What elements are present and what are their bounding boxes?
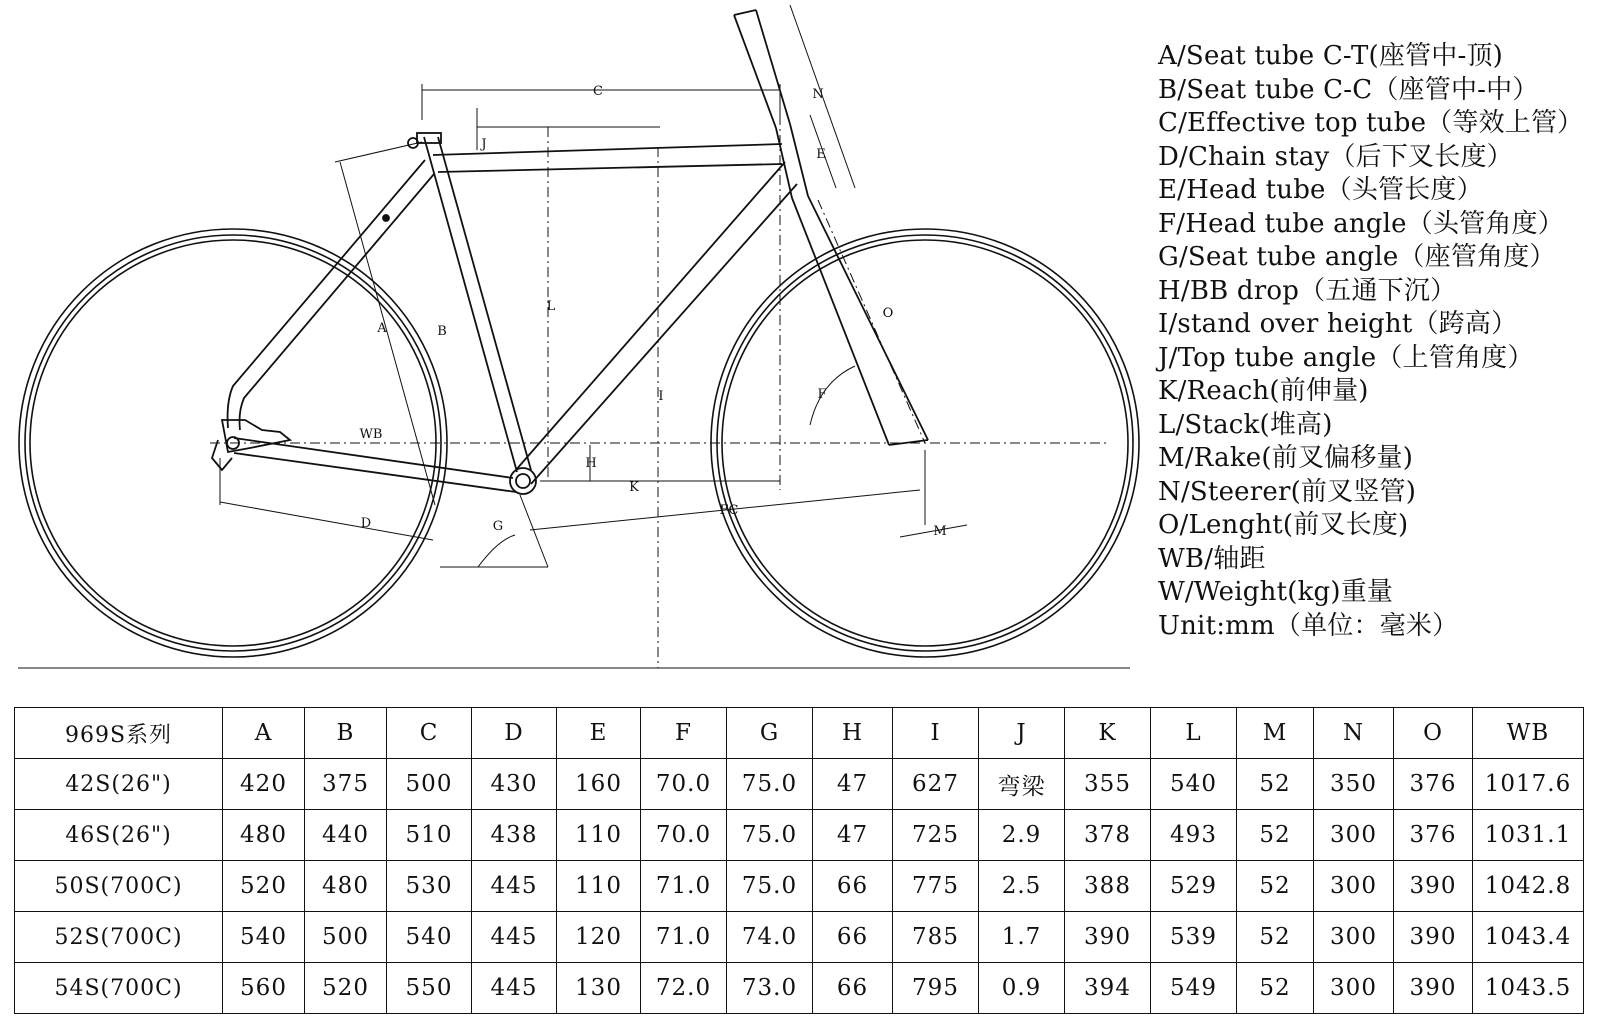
legend-item: D/Chain stay（后下叉长度） xyxy=(1158,141,1513,172)
table-cell: 46S(26") xyxy=(15,810,223,861)
table-cell: 75.0 xyxy=(727,861,813,912)
table-cell: 394 xyxy=(1065,963,1151,1014)
table-cell: 1031.1 xyxy=(1473,810,1584,861)
table-cell: 52S(700C) xyxy=(15,912,223,963)
table-cell: 430 xyxy=(472,759,557,810)
table-cell: 1043.5 xyxy=(1473,963,1584,1014)
table-header-row xyxy=(15,708,1584,759)
table-cell: 520 xyxy=(223,861,305,912)
header-cell: H xyxy=(813,708,893,759)
header-cell: K xyxy=(1065,708,1151,759)
dim-label-l: L xyxy=(546,299,556,314)
dim-label-b: B xyxy=(437,324,447,339)
table-cell: 52 xyxy=(1237,963,1314,1014)
table-cell: 375 xyxy=(305,759,387,810)
table-cell: 66 xyxy=(813,861,893,912)
header-cell: C xyxy=(387,708,472,759)
table-cell: 785 xyxy=(893,912,979,963)
table-cell: 550 xyxy=(387,963,472,1014)
table-cell: 75.0 xyxy=(727,810,813,861)
table-cell: 725 xyxy=(893,810,979,861)
header-cell: I xyxy=(893,708,979,759)
legend-item: J/Top tube angle（上管角度） xyxy=(1158,342,1534,373)
table-cell: 1.7 xyxy=(979,912,1065,963)
legend-item: K/Reach(前伸量) xyxy=(1158,376,1369,406)
table-cell: 130 xyxy=(557,963,641,1014)
table-cell: 1042.8 xyxy=(1473,861,1584,912)
table-cell: 445 xyxy=(472,861,557,912)
dimension-legend xyxy=(1158,40,1598,643)
header-cell: D xyxy=(472,708,557,759)
table-cell: 795 xyxy=(893,963,979,1014)
table-cell: 627 xyxy=(893,759,979,810)
dim-label-k: K xyxy=(629,480,639,495)
table-cell: 70.0 xyxy=(641,759,727,810)
table-cell: 500 xyxy=(305,912,387,963)
dim-label-h: H xyxy=(585,456,597,471)
table-cell: 388 xyxy=(1065,861,1151,912)
dim-label-n: N xyxy=(812,87,824,102)
table-cell: 500 xyxy=(387,759,472,810)
legend-item: Unit:mm（单位：毫米） xyxy=(1158,610,1459,641)
table-cell: 480 xyxy=(305,861,387,912)
table-cell: 160 xyxy=(557,759,641,810)
dim-label-i: I xyxy=(658,389,664,404)
table-cell: 390 xyxy=(1394,861,1473,912)
dim-label-o: O xyxy=(882,306,894,321)
table-cell: 438 xyxy=(472,810,557,861)
table-cell: 110 xyxy=(557,861,641,912)
dim-label-m: M xyxy=(933,524,947,539)
table-cell: 510 xyxy=(387,810,472,861)
table-cell: 529 xyxy=(1151,861,1237,912)
table-cell: 549 xyxy=(1151,963,1237,1014)
table-cell: 50S(700C) xyxy=(15,861,223,912)
table-cell: 775 xyxy=(893,861,979,912)
table-cell: 1017.6 xyxy=(1473,759,1584,810)
table-cell: 1043.4 xyxy=(1473,912,1584,963)
header-cell: A xyxy=(223,708,305,759)
header-cell: B xyxy=(305,708,387,759)
header-cell: E xyxy=(557,708,641,759)
table-row xyxy=(15,759,1584,810)
header-cell: N xyxy=(1314,708,1394,759)
table-cell: 2.9 xyxy=(979,810,1065,861)
table-cell: 480 xyxy=(223,810,305,861)
dim-label-d: D xyxy=(360,516,372,531)
legend-item: M/Rake(前叉偏移量) xyxy=(1158,443,1414,473)
table-cell: 420 xyxy=(223,759,305,810)
table-cell: 110 xyxy=(557,810,641,861)
table-cell: 376 xyxy=(1394,810,1473,861)
table-cell: 66 xyxy=(813,963,893,1014)
dim-label-fc: FC xyxy=(719,503,739,518)
table-row xyxy=(15,861,1584,912)
table-cell: 71.0 xyxy=(641,861,727,912)
header-cell: F xyxy=(641,708,727,759)
legend-item: E/Head tube（头管长度） xyxy=(1158,175,1483,205)
table-cell: 74.0 xyxy=(727,912,813,963)
table-cell: 75.0 xyxy=(727,759,813,810)
legend-item: W/Weight(kg)重量 xyxy=(1158,577,1394,607)
table-cell: 355 xyxy=(1065,759,1151,810)
table-cell: 440 xyxy=(305,810,387,861)
legend-item: A/Seat tube C-T(座管中-顶) xyxy=(1158,41,1504,71)
table-cell: 376 xyxy=(1394,759,1473,810)
table-cell: 300 xyxy=(1314,963,1394,1014)
table-cell: 378 xyxy=(1065,810,1151,861)
table-cell: 47 xyxy=(813,759,893,810)
table-cell: 0.9 xyxy=(979,963,1065,1014)
header-cell: WB xyxy=(1473,708,1584,759)
dim-label-e: E xyxy=(816,147,826,162)
table-cell: 390 xyxy=(1065,912,1151,963)
table-cell: 54S(700C) xyxy=(15,963,223,1014)
table-cell: 493 xyxy=(1151,810,1237,861)
frame xyxy=(212,10,928,494)
header-cell: M xyxy=(1237,708,1314,759)
legend-item: O/Lenght(前叉长度) xyxy=(1158,510,1409,540)
table-cell: 120 xyxy=(557,912,641,963)
table-cell: 72.0 xyxy=(641,963,727,1014)
dim-label-f: F xyxy=(817,387,827,402)
legend-item: L/Stack(堆高) xyxy=(1158,409,1333,440)
legend-item: H/BB drop（五通下沉） xyxy=(1158,275,1457,306)
table-cell: 66 xyxy=(813,912,893,963)
table-cell: 540 xyxy=(387,912,472,963)
table-cell: 42S(26") xyxy=(15,759,223,810)
table-cell: 390 xyxy=(1394,912,1473,963)
table-cell: 弯梁 xyxy=(979,759,1065,810)
table-cell: 530 xyxy=(387,861,472,912)
header-cell: 969S系列 xyxy=(15,708,223,759)
table-cell: 520 xyxy=(305,963,387,1014)
table-cell: 539 xyxy=(1151,912,1237,963)
table-row xyxy=(15,963,1584,1014)
header-cell: L xyxy=(1151,708,1237,759)
legend-item: G/Seat tube angle（座管角度） xyxy=(1158,242,1556,272)
table-cell: 300 xyxy=(1314,912,1394,963)
table-cell: 540 xyxy=(1151,759,1237,810)
table-cell: 560 xyxy=(223,963,305,1014)
header-cell: O xyxy=(1394,708,1473,759)
dim-label-j: J xyxy=(481,137,487,152)
table-cell: 52 xyxy=(1237,912,1314,963)
dim-label-c: C xyxy=(593,84,603,99)
table-cell: 390 xyxy=(1394,963,1473,1014)
table-cell: 445 xyxy=(472,963,557,1014)
legend-item: N/Steerer(前叉竖管) xyxy=(1158,476,1417,507)
table-cell: 52 xyxy=(1237,861,1314,912)
table-cell: 73.0 xyxy=(727,963,813,1014)
dim-label-g: G xyxy=(492,519,504,534)
dim-label-a: A xyxy=(377,321,387,336)
table-row xyxy=(15,912,1584,963)
legend-item: WB/轴距 xyxy=(1158,543,1266,574)
legend-item: B/Seat tube C-C（座管中-中） xyxy=(1158,74,1539,105)
legend-item: F/Head tube angle（头管角度） xyxy=(1158,208,1564,239)
table-cell: 2.5 xyxy=(979,861,1065,912)
table-cell: 52 xyxy=(1237,810,1314,861)
dim-label-wb: WB xyxy=(359,427,383,442)
table-row xyxy=(15,810,1584,861)
legend-item: I/stand over height（跨高） xyxy=(1158,309,1518,339)
table-cell: 300 xyxy=(1314,861,1394,912)
table-cell: 47 xyxy=(813,810,893,861)
table-cell: 52 xyxy=(1237,759,1314,810)
geometry-spec-table xyxy=(14,707,1584,1014)
table-cell: 350 xyxy=(1314,759,1394,810)
table-cell: 540 xyxy=(223,912,305,963)
table-cell: 445 xyxy=(472,912,557,963)
table-cell: 300 xyxy=(1314,810,1394,861)
table-cell: 71.0 xyxy=(641,912,727,963)
legend-item: C/Effective top tube（等效上管） xyxy=(1158,108,1584,138)
table-cell: 70.0 xyxy=(641,810,727,861)
bike-frame-geometry-diagram xyxy=(0,0,1140,690)
header-cell: G xyxy=(727,708,813,759)
header-cell: J xyxy=(979,708,1065,759)
